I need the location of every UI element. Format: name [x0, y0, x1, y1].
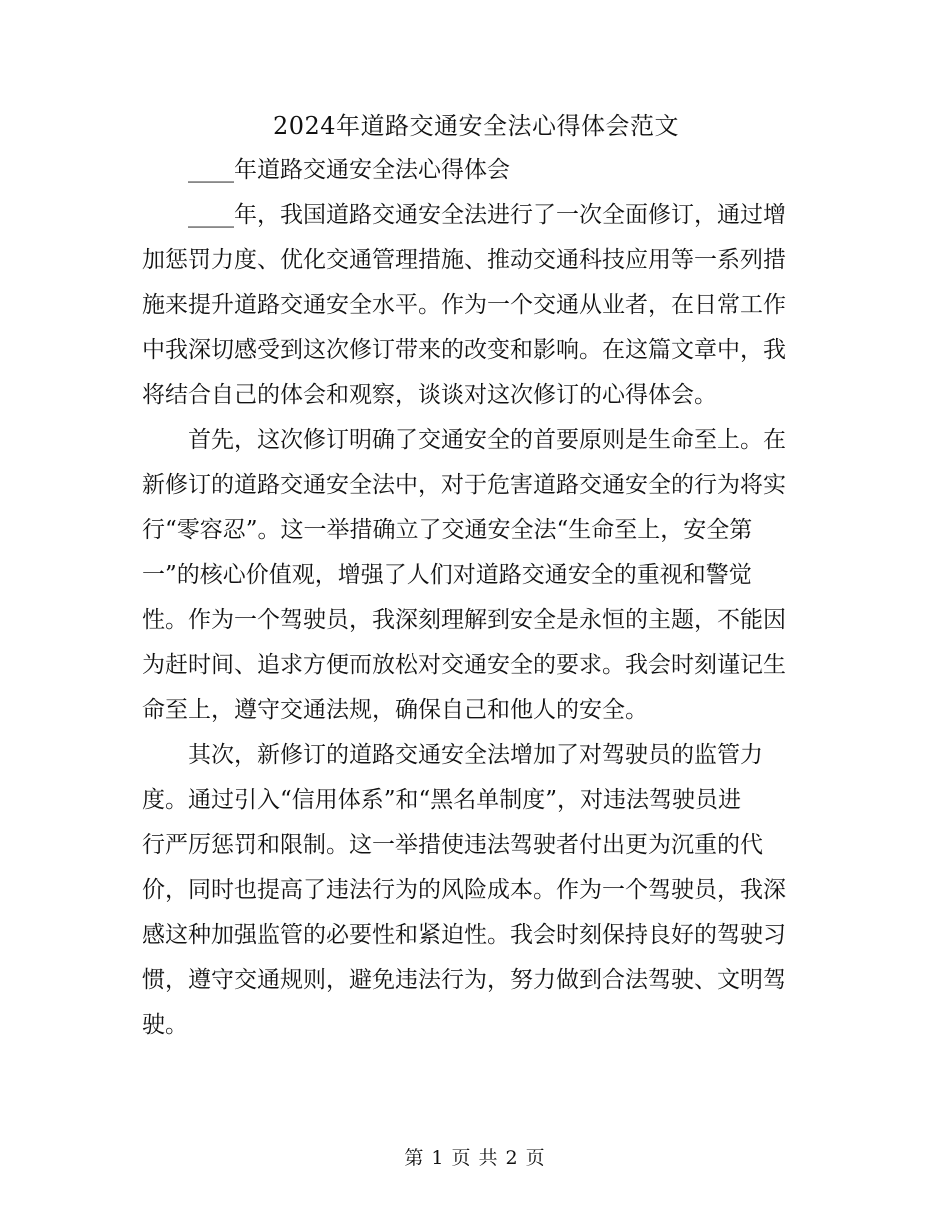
- subtitle-line: ____年道路交通安全法心得体会: [188, 157, 510, 183]
- paragraph-2-line-3: 行“零容忍”。这一举措确立了交通安全法“生命至上，安全第: [142, 517, 753, 543]
- paragraph-2-line-4: 一”的核心价值观，增强了人们对道路交通安全的重视和警觉: [142, 562, 752, 588]
- paragraph-3-line-4: 价，同时也提高了违法行为的风险成本。作为一个驾驶员，我深: [142, 877, 786, 903]
- paragraph-2-line-1: 首先，这次修订明确了交通安全的首要原则是生命至上。在: [188, 427, 786, 453]
- paragraph-3-line-7: 驶。: [142, 1012, 188, 1038]
- paragraph-3-line-1: 其次，新修订的道路交通安全法增加了对驾驶员的监管力: [188, 742, 763, 768]
- paragraph-3-line-3: 行严厉惩罚和限制。这一举措使违法驾驶者付出更为沉重的代: [142, 832, 763, 858]
- paragraph-1-line-2: 加惩罚力度、优化交通管理措施、推动交通科技应用等一系列措: [142, 247, 786, 273]
- document-body: [142, 104, 810, 1048]
- paragraph-2-line-6: 为赶时间、追求方便而放松对交通安全的要求。我会时刻谨记生: [142, 652, 786, 678]
- paragraph-1-line-4: 中我深切感受到这次修订带来的改变和影响。在这篇文章中，我: [142, 337, 786, 363]
- paragraph-1-line-3: 施来提升道路交通安全水平。作为一个交通从业者，在日常工作: [142, 292, 786, 318]
- document-title: 2024年道路交通安全法心得体会范文: [272, 112, 680, 140]
- paragraph-3-line-5: 感这种加强监管的必要性和紧迫性。我会时刻保持良好的驾驶习: [142, 922, 786, 948]
- paragraph-1-line-1: ____年，我国道路交通安全法进行了一次全面修订，通过增: [188, 202, 786, 228]
- paragraph-3-line-2: 度。通过引入“信用体系”和“黑名单制度”，对违法驾驶员进: [142, 787, 742, 813]
- paragraph-3-line-6: 惯，遵守交通规则，避免违法行为，努力做到合法驾驶、文明驾: [142, 967, 786, 993]
- paragraph-1-line-5: 将结合自己的体会和观察，谈谈对这次修订的心得体会。: [142, 382, 717, 408]
- paragraph-2-line-2: 新修订的道路交通安全法中，对于危害道路交通安全的行为将实: [142, 472, 786, 498]
- page-number-footer: 第 1 页 共 2 页: [404, 1147, 546, 1169]
- paragraph-2-line-7: 命至上，遵守交通法规，确保自己和他人的安全。: [142, 697, 648, 723]
- paragraph-2-line-5: 性。作为一个驾驶员，我深刻理解到安全是永恒的主题，不能因: [142, 607, 786, 633]
